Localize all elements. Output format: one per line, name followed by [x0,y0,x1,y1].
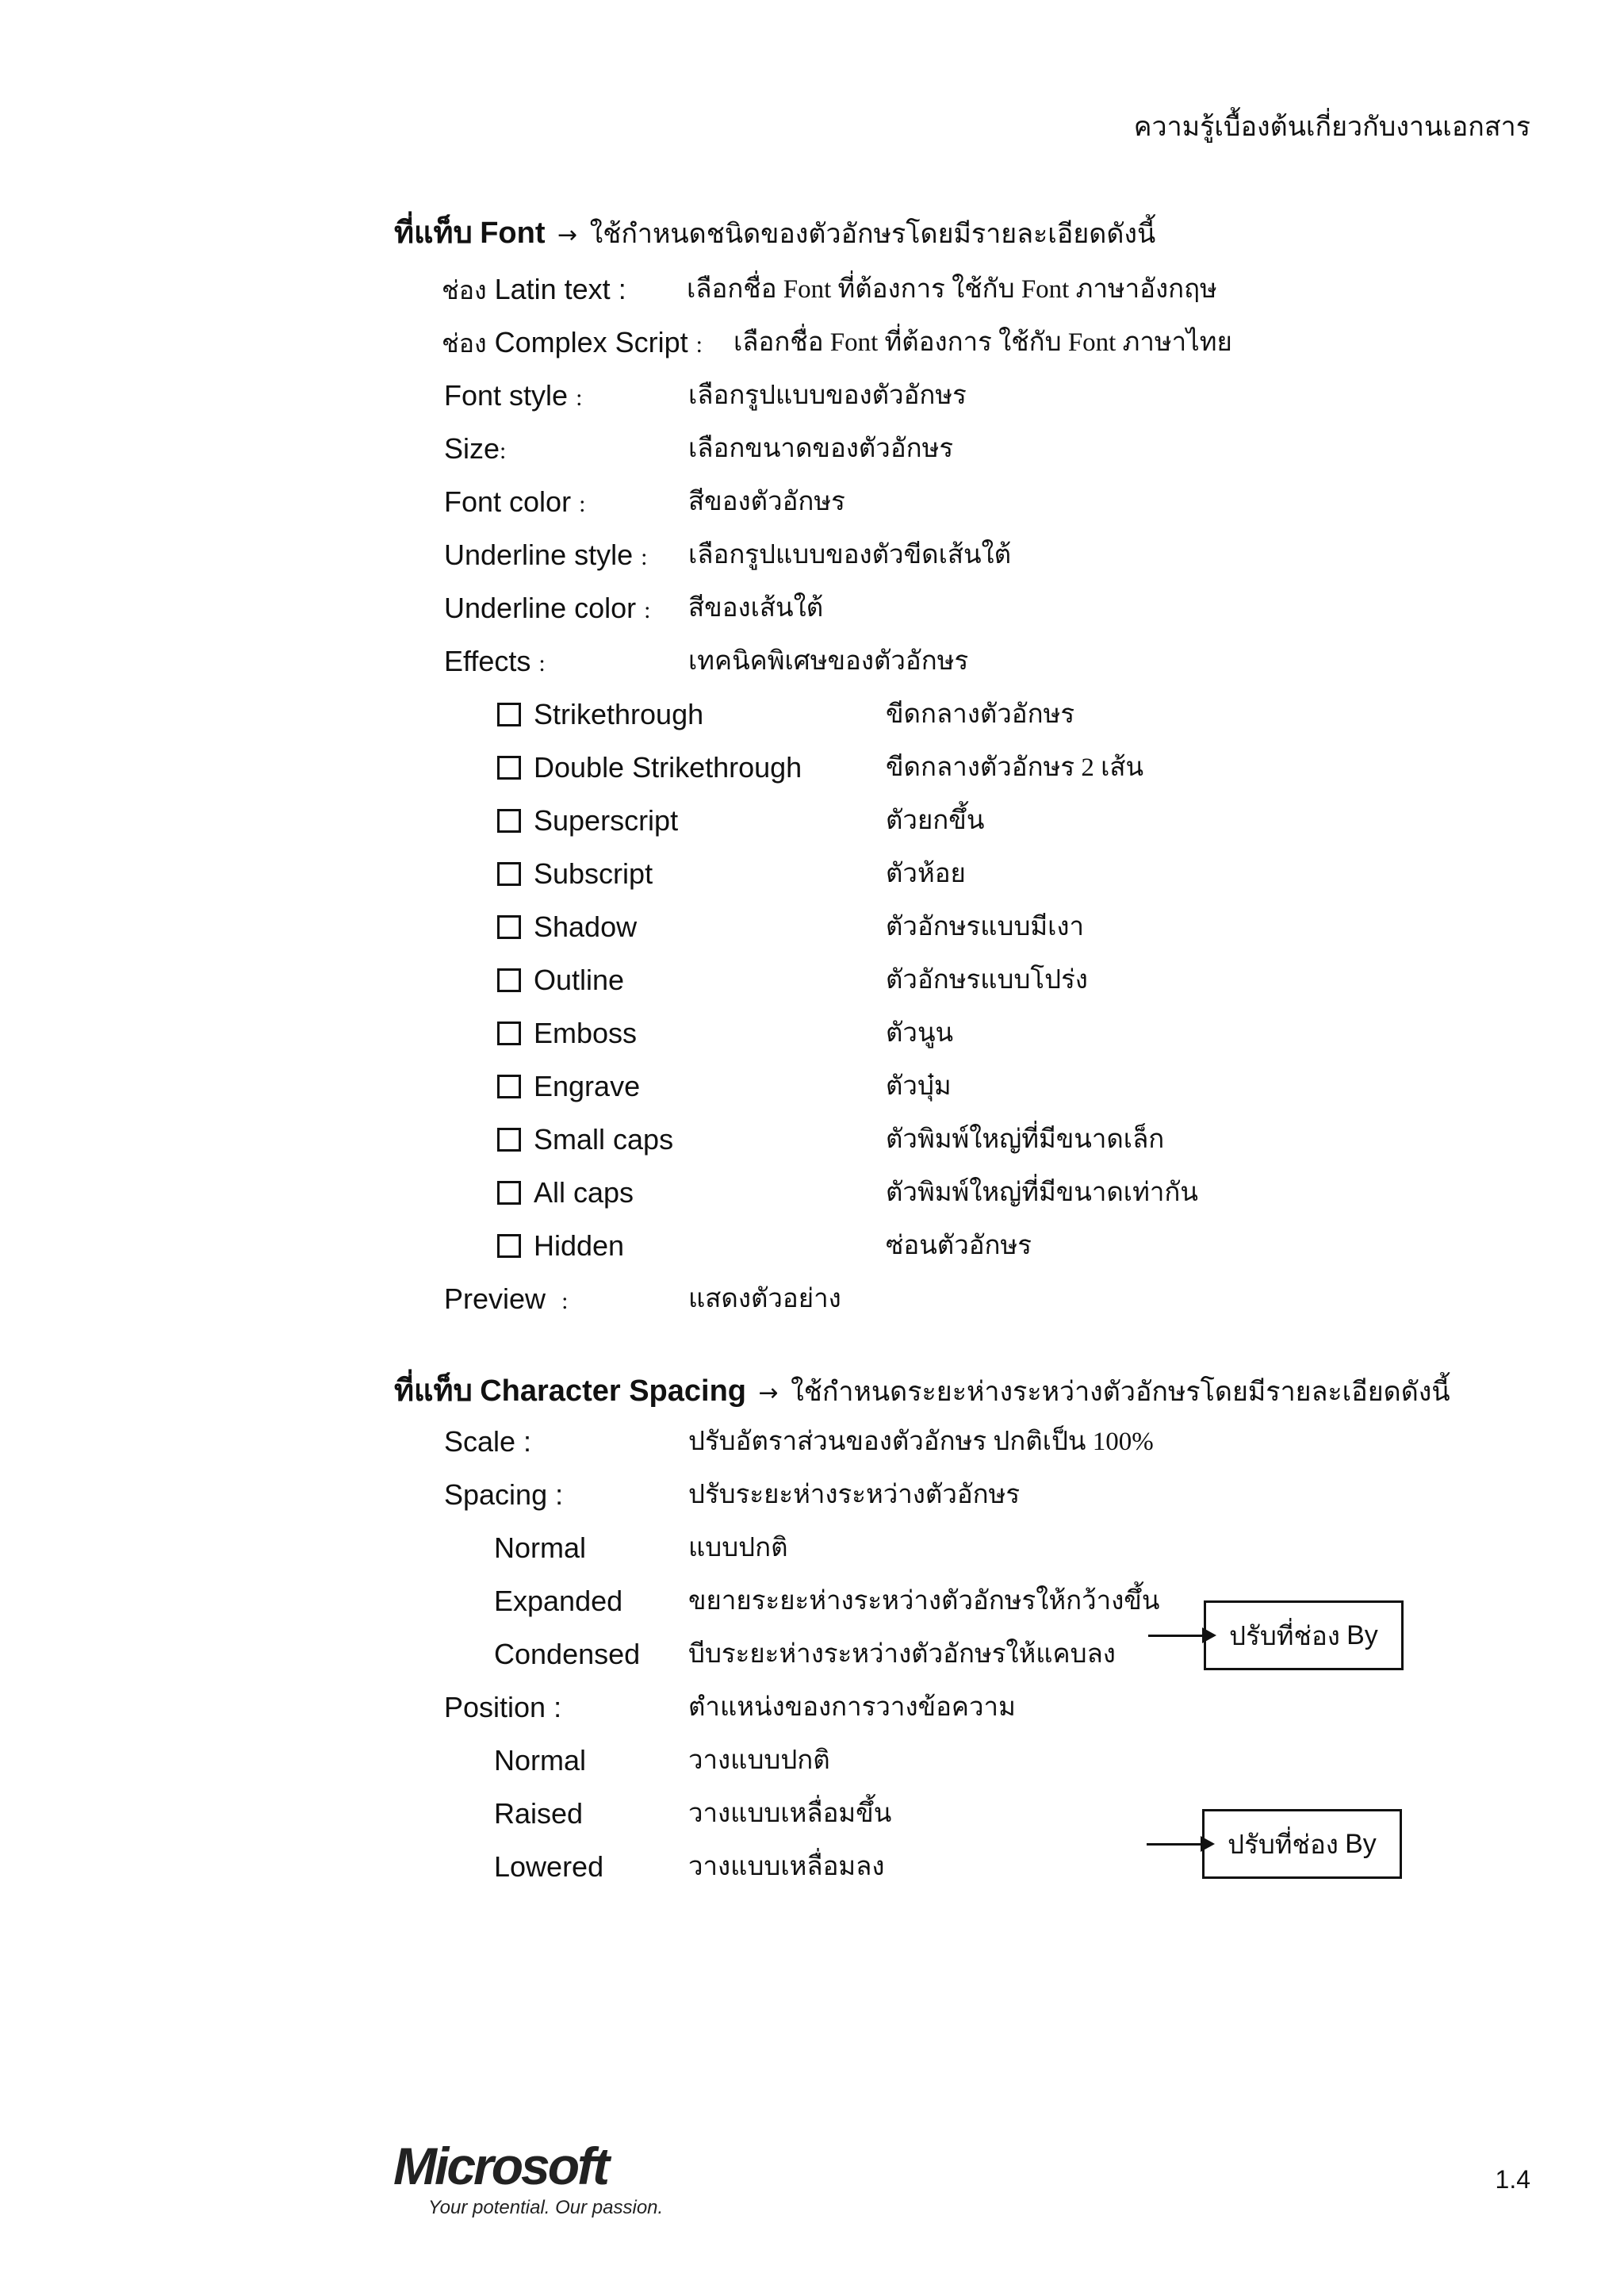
font-color-row [0,478,1624,526]
effect-item [0,744,1624,792]
underline-style-label [444,531,647,581]
font-heading-tab-name: Font [480,217,546,250]
underline-color-colon: : [644,597,651,623]
effect-item-value: ตัวยกขึ้น [886,807,985,835]
preview-name: Preview [444,1282,546,1315]
latin-text-prefix: ช่อง [442,276,487,305]
latin-text-colon: : [618,273,626,305]
preview-colon: : [561,1288,569,1314]
page-number: 1.4 [1495,2165,1530,2194]
effects-row [0,638,1624,685]
font-heading-description: ใช้กำหนดชนิดของตัวอักษรโดยมีรายละเอียดดังนี้ [589,220,1156,249]
checkbox-icon [497,1075,521,1098]
callout-spacing-text: ปรับที่ช่อง [1229,1622,1340,1651]
underline-color-value: สีของเส้นใต้ [688,594,824,623]
underline-style-row [0,531,1624,579]
spacing-label: Spacing : [444,1478,564,1511]
font-style-label [444,372,582,422]
complex-script-prefix: ช่อง [442,329,487,358]
scale-value: ปรับอัตราส่วนของตัวอักษร ปกติเป็น 100% [688,1428,1154,1456]
effect-item-value: ตัวอักษรแบบมีเงา [886,913,1085,941]
latin-text-value: เลือกชื่อ Font ที่ต้องการ ใช้กับ Font ภาษาอังกฤษ [687,275,1217,304]
effect-item-label: Double Strikethrough [534,751,802,784]
font-heading-prefix: ที่แท็บ [394,217,473,250]
effect-item-value: ตัวพิมพ์ใหญ่ที่มีขนาดเท่ากัน [886,1179,1198,1207]
position-lowered-label: Lowered [494,1850,604,1883]
spacing-heading-prefix: ที่แท็บ [394,1374,473,1408]
effect-item-label: Superscript [534,804,679,837]
font-style-colon: : [576,385,583,411]
effect-item-value: ตัวห้อย [886,860,966,888]
spacing-value: ปรับระยะห่างระหว่างตัวอักษร [688,1481,1021,1509]
effects-value: เทคนิคพิเศษของตัวอักษร [688,647,969,676]
effect-item-value: ตัวบุ๋ม [886,1072,952,1101]
checkbox-icon [497,1022,521,1045]
page-header-title: ความรู้เบื้องต้นเกี่ยวกับงานเอกสาร [1133,113,1530,142]
effect-item-value: ขีดกลางตัวอักษร [886,700,1075,729]
complex-script-name: Complex Script [494,326,688,358]
latin-text-name: Latin text [494,273,611,305]
callout-spacing-box [1204,1600,1404,1670]
spacing-row [0,1471,1624,1519]
size-colon: : [500,438,507,464]
checkbox-icon [497,1181,521,1205]
spacing-expanded-label: Expanded [494,1585,623,1617]
position-normal-label: Normal [494,1744,587,1777]
scale-label: Scale : [444,1425,532,1458]
effect-item [0,1222,1624,1270]
font-style-row [0,372,1624,420]
effect-item-label: Small caps [534,1123,674,1156]
spacing-normal-row [0,1524,1624,1572]
effect-item-label: Emboss [534,1017,638,1049]
size-label [444,425,506,475]
effect-item-value: ตัวอักษรแบบโปร่ง [886,966,1088,995]
effect-item [0,956,1624,1004]
effects-label [444,638,546,688]
checkbox-icon [497,756,521,780]
checkbox-icon [497,809,521,833]
size-name: Size [444,432,500,465]
effect-item [0,1010,1624,1057]
callout-spacing-by: By [1346,1619,1378,1650]
checkbox-icon [497,915,521,939]
checkbox-icon [497,968,521,992]
font-color-value: สีของตัวอักษร [688,488,845,516]
effect-item-label: Hidden [534,1229,625,1262]
latin-text-label [442,266,626,314]
effect-item [0,691,1624,738]
scale-row [0,1418,1624,1466]
underline-style-name: Underline style [444,539,634,571]
effect-item-label: Shadow [534,910,638,943]
effect-item [0,797,1624,845]
checkbox-icon [497,1234,521,1258]
callout-position-arrow-line [1147,1843,1202,1846]
complex-script-label [442,319,703,369]
effect-item-label: Subscript [534,857,653,890]
microsoft-logo [393,2137,664,2219]
callout-position-text: ปรับที่ช่อง [1228,1830,1339,1860]
position-raised-value: วางแบบเหลื่อมขึ้น [688,1800,892,1828]
underline-color-row [0,585,1624,632]
spacing-expanded-value: ขยายระยะห่างระหว่างตัวอักษรให้กว้างขึ้น [688,1587,1160,1616]
size-value: เลือกขนาดของตัวอักษร [688,435,954,463]
position-raised-label: Raised [494,1797,584,1830]
spacing-heading-description: ใช้กำหนดระยะห่างระหว่างตัวอักษรโดยมีรายละเอียดดังนี้ [791,1378,1450,1407]
effect-item [0,903,1624,951]
position-normal-value: วางแบบปกติ [688,1746,830,1775]
logo-wordmark: Microsoft [393,2137,607,2195]
underline-style-colon: : [641,544,648,570]
effect-item-value: ตัวนูน [886,1019,954,1048]
complex-script-row [0,319,1624,366]
effect-item-label: All caps [534,1176,634,1209]
preview-row [0,1275,1624,1323]
font-color-name: Font color [444,485,572,518]
preview-value: แสดงตัวอย่าง [688,1285,841,1313]
spacing-heading-tab-name: Character Spacing [480,1374,747,1408]
effect-item-label: Outline [534,964,625,996]
effect-item-value: ขีดกลางตัวอักษร 2 เส้น [886,753,1144,782]
preview-label [444,1275,568,1325]
spacing-normal-label: Normal [494,1531,587,1564]
font-section-heading [394,208,1155,256]
callout-spacing-arrow-line [1148,1635,1204,1637]
effect-item [0,850,1624,898]
complex-script-colon: : [695,332,703,358]
callout-position-box [1202,1809,1402,1879]
right-arrow-icon: → [557,221,578,249]
position-row [0,1684,1624,1731]
effect-item-value: ซ่อนตัวอักษร [886,1232,1032,1260]
underline-color-label [444,585,650,634]
position-label: Position : [444,1691,562,1723]
effect-item-label: Engrave [534,1070,641,1102]
checkbox-icon [497,703,521,726]
spacing-section-heading [394,1366,1450,1414]
right-arrow-icon: → [758,1379,779,1407]
spacing-normal-value: แบบปกติ [688,1534,788,1562]
effect-item [0,1169,1624,1217]
spacing-condensed-value: บีบระยะห่างระหว่างตัวอักษรให้แคบลง [688,1640,1116,1669]
font-style-name: Font style [444,379,569,412]
checkbox-icon [497,862,521,886]
size-row [0,425,1624,473]
effects-name: Effects [444,645,531,677]
latin-text-row [0,266,1624,313]
font-color-colon: : [579,491,586,517]
effect-item [0,1116,1624,1163]
effect-item-value: ตัวพิมพ์ใหญ่ที่มีขนาดเล็ก [886,1125,1165,1154]
effects-colon: : [538,650,546,677]
effect-item [0,1063,1624,1110]
underline-color-name: Underline color [444,592,637,624]
position-lowered-value: วางแบบเหลื่อมลง [688,1853,885,1881]
callout-position-by: By [1345,1828,1377,1859]
position-value: ตำแหน่งของการวางข้อความ [688,1693,1016,1722]
checkbox-icon [497,1128,521,1152]
position-normal-row [0,1737,1624,1784]
spacing-condensed-label: Condensed [494,1638,641,1670]
complex-script-value: เลือกชื่อ Font ที่ต้องการ ใช้กับ Font ภาษาไทย [733,328,1232,357]
font-color-label [444,478,585,528]
underline-style-value: เลือกรูปแบบของตัวขีดเส้นใต้ [688,541,1012,569]
effect-item-label: Strikethrough [534,698,704,730]
font-style-value: เลือกรูปแบบของตัวอักษร [688,381,967,410]
logo-tagline: Your potential. Our passion. [428,2197,664,2218]
